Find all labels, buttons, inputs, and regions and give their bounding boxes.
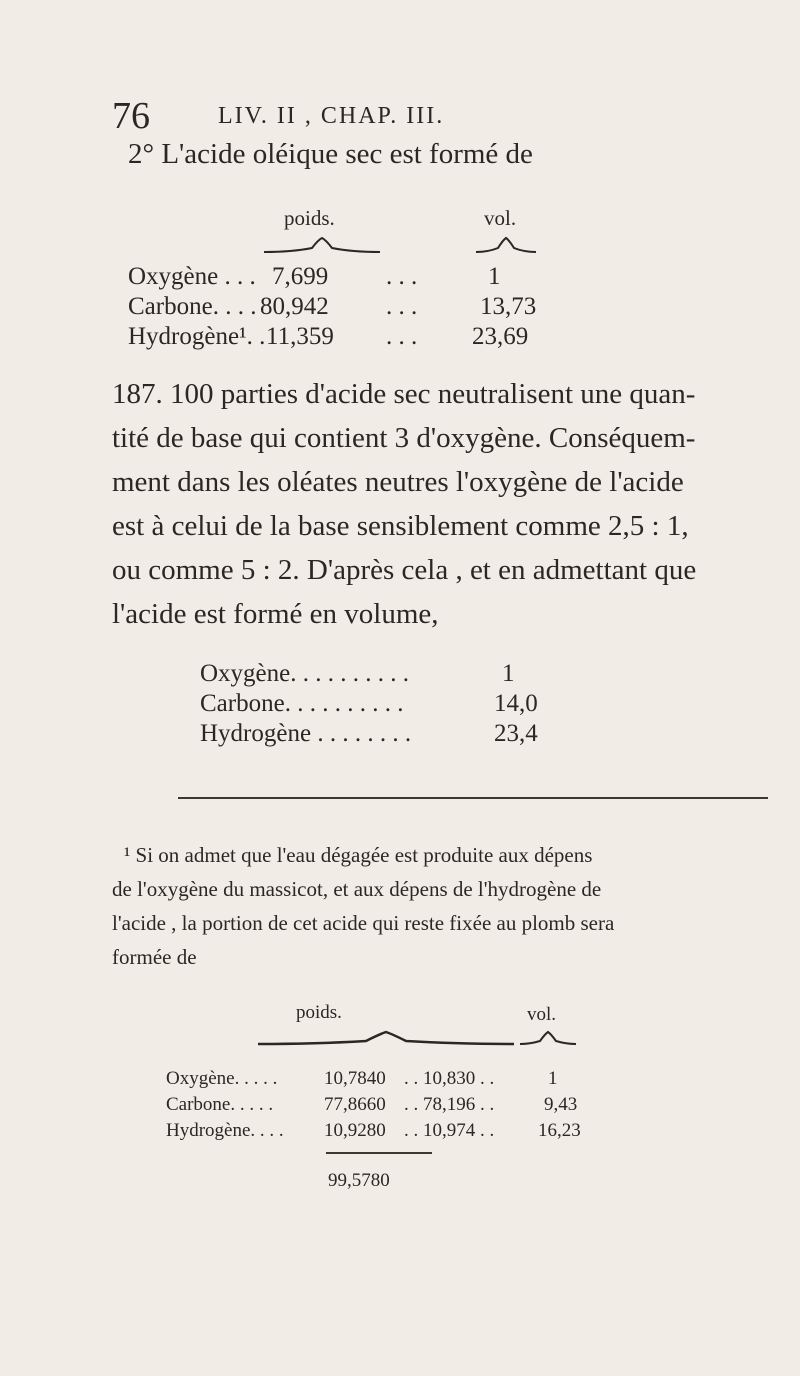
table-row-poids: 77,8660 [324, 1094, 386, 1115]
page-number: 76 [112, 95, 150, 137]
table-row-label: Carbone. . . . . [166, 1094, 274, 1115]
table-row-vol-alt: . . 10,974 . . [404, 1120, 495, 1141]
table-row-vol: 1 [488, 263, 501, 290]
running-head: LIV. II , CHAP. III. [218, 103, 445, 129]
table-row-vol-alt: . . 10,830 . . [404, 1068, 495, 1089]
paragraph-line: tité de base qui contient 3 d'oxygène. Conséquem- [112, 422, 696, 454]
footnote-line: l'acide , la portion de cet acide qui reste fixée au plomb sera [112, 911, 615, 935]
footnote-line: formée de [112, 945, 197, 969]
table-row-vol-alt: . . 78,196 . . [404, 1094, 495, 1115]
sum-rule [326, 1152, 432, 1154]
footnote-line: ¹ Si on admet que l'eau dégagée est produite aux dépens [124, 843, 593, 867]
paragraph-line: est à celui de la base sensiblement comme 2,5 : 1, [112, 510, 689, 542]
paragraph-line: l'acide est formé en volume, [112, 598, 439, 630]
table-row-separator: . . . [386, 263, 418, 290]
brace-vol-icon [474, 236, 538, 256]
table-row-label: Oxygène . . . [128, 263, 256, 290]
total-value: 99,5780 [328, 1170, 390, 1191]
table-row-label: Carbone. . . . [128, 293, 257, 320]
table-row-label: Oxygène. . . . . [166, 1068, 278, 1089]
table-row-value: 1 [502, 660, 515, 687]
paragraph-line: 187. 100 parties d'acide sec neutralisent une quan- [112, 378, 696, 410]
table-row-value: 14,0 [494, 690, 538, 717]
section-title: 2° L'acide oléique sec est formé de [128, 138, 533, 170]
table-row-vol: 16,23 [538, 1120, 581, 1141]
table-row-vol: 9,43 [544, 1094, 578, 1115]
table-row-poids: 10,9280 [324, 1120, 386, 1141]
column-header-vol: vol. [484, 206, 517, 230]
table-row-label: Oxygène. . . . . . . . . . [200, 660, 409, 687]
table-row-poids: 11,359 [266, 323, 334, 350]
table-row-vol: 13,73 [480, 293, 537, 320]
table-row-label: Hydrogène. . . . [166, 1120, 284, 1141]
table-row-poids: 80,942 [260, 293, 329, 320]
table-row-separator: . . . [386, 323, 418, 350]
paragraph-line: ou comme 5 : 2. D'après cela , et en admettant que [112, 554, 697, 586]
column-header-poids: poids. [284, 206, 335, 230]
brace-vol-icon [518, 1030, 578, 1048]
table-row-separator: . . . [386, 293, 418, 320]
table-row-poids: 10,7840 [324, 1068, 386, 1089]
brace-poids-icon [256, 1030, 516, 1048]
column-header-poids: poids. [296, 1002, 342, 1023]
table-row-label: Carbone. . . . . . . . . . [200, 690, 404, 717]
table-row-vol: 1 [548, 1068, 558, 1089]
paragraph-line: ment dans les oléates neutres l'oxygène de l'acide [112, 466, 684, 498]
footnote-separator [178, 797, 768, 799]
table-row-value: 23,4 [494, 720, 538, 747]
table-row-poids: 7,699 [272, 263, 329, 290]
footnote-line: de l'oxygène du massicot, et aux dépens de l'hydrogène de [112, 877, 602, 901]
column-header-vol: vol. [527, 1004, 557, 1025]
table-row-label: Hydrogène¹. . [128, 323, 266, 350]
table-row-vol: 23,69 [472, 323, 529, 350]
brace-poids-icon [262, 236, 382, 256]
table-row-label: Hydrogène . . . . . . . . [200, 720, 412, 747]
